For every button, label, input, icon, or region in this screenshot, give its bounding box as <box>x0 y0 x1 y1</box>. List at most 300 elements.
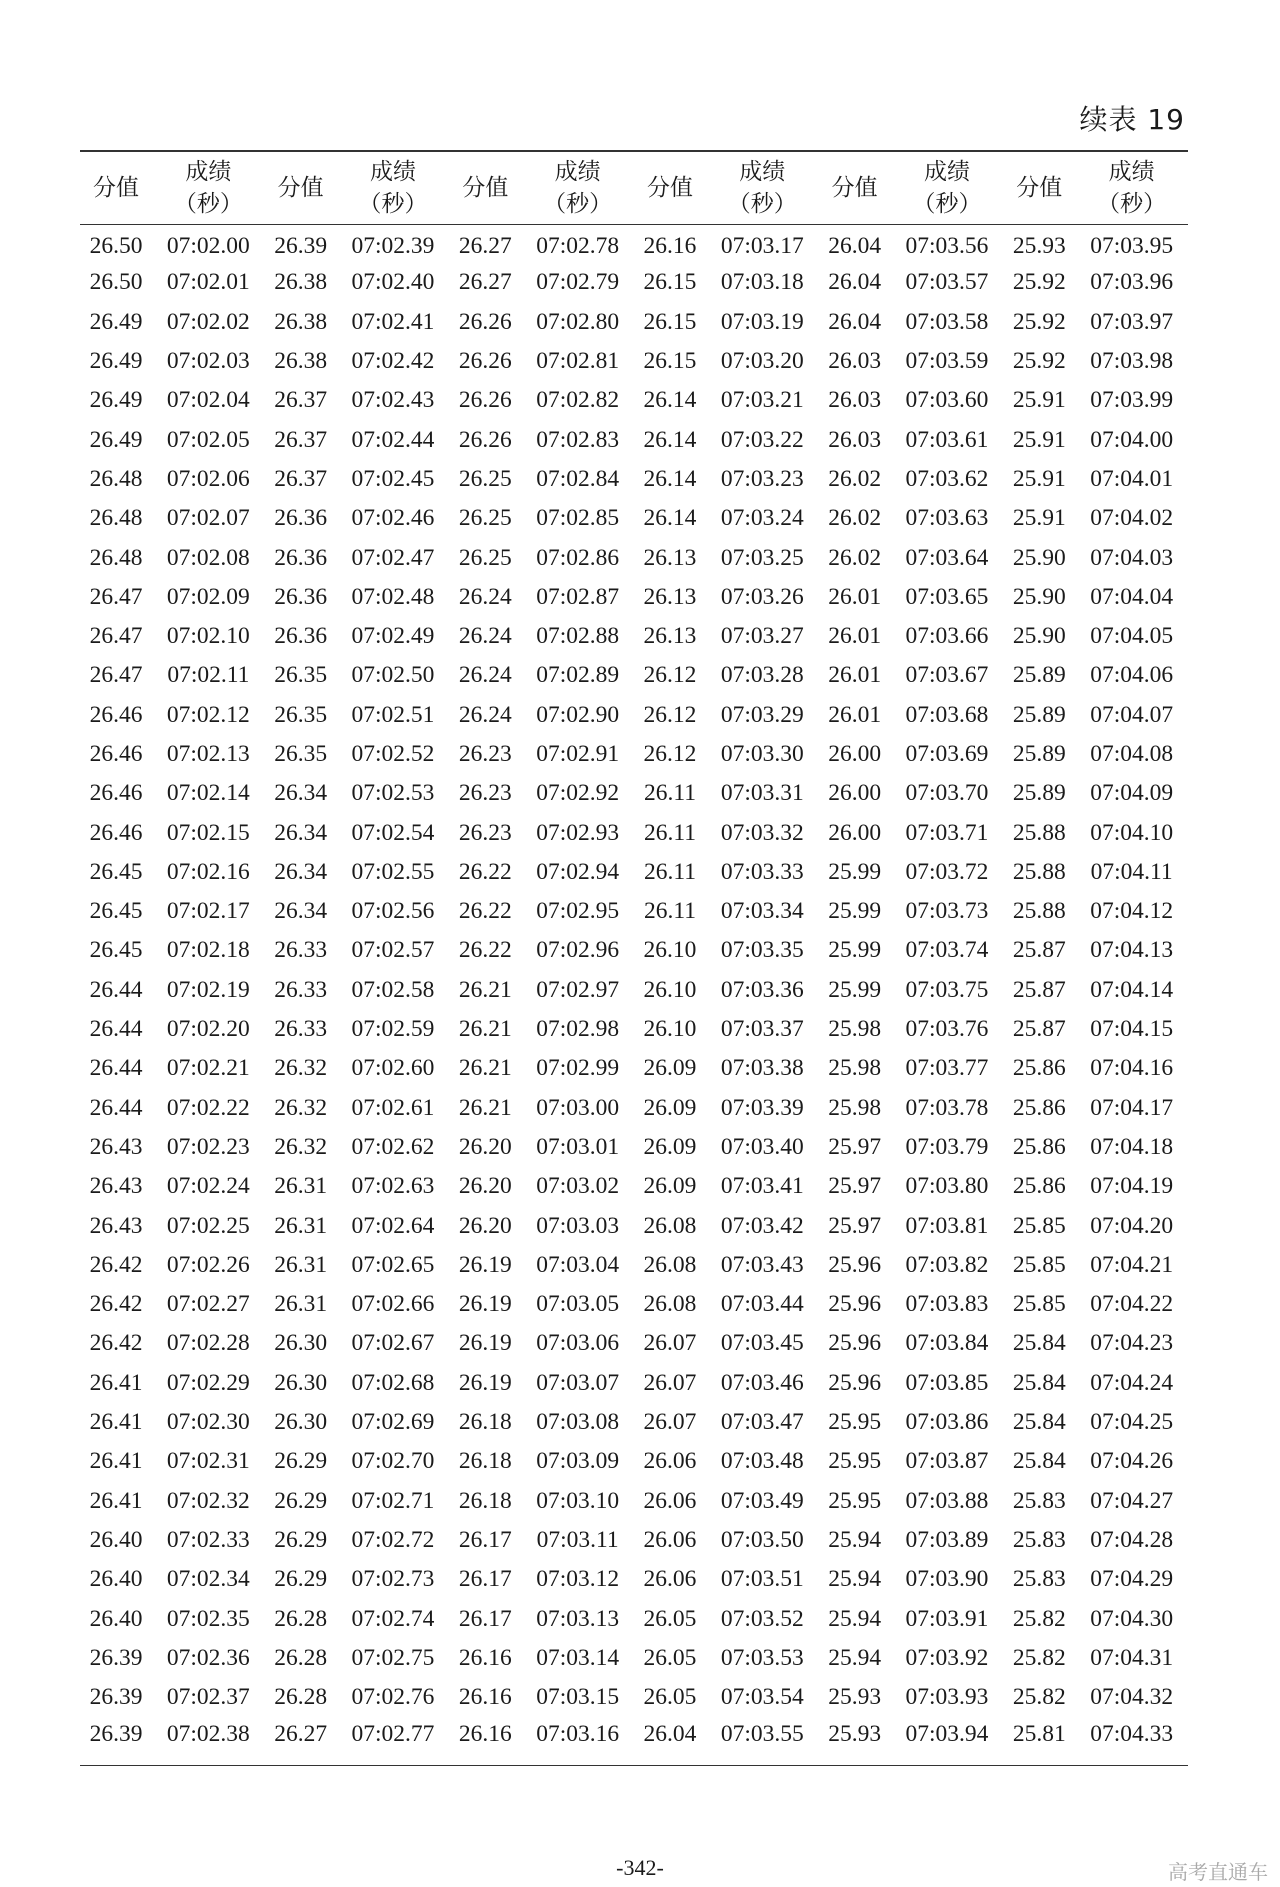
time-cell: 07:04.26 <box>1090 1448 1174 1475</box>
time-cell: 07:03.91 <box>905 1605 989 1632</box>
time-cell: 07:02.84 <box>536 465 620 492</box>
score-cell: 25.93 <box>828 1684 882 1711</box>
time-cell: 07:03.58 <box>905 308 989 335</box>
time-cell: 07:02.22 <box>166 1094 250 1121</box>
score-cell: 26.20 <box>458 1173 512 1200</box>
score-cell: 25.91 <box>1012 426 1066 453</box>
time-cell: 07:02.59 <box>351 1016 435 1043</box>
table-row <box>80 1599 1188 1638</box>
time-cell: 07:03.85 <box>905 1369 989 1396</box>
score-cell: 26.01 <box>828 583 882 610</box>
score-cell: 26.19 <box>458 1251 512 1278</box>
time-cell: 07:04.05 <box>1090 623 1174 650</box>
time-cell: 07:04.03 <box>1090 544 1174 571</box>
score-cell: 26.39 <box>89 1644 143 1671</box>
time-cell: 07:02.51 <box>351 701 435 728</box>
time-cell: 07:02.46 <box>351 505 435 532</box>
time-cell: 07:03.49 <box>720 1487 804 1514</box>
time-cell: 07:02.60 <box>351 1055 435 1082</box>
header-time <box>706 151 819 224</box>
time-cell: 07:02.30 <box>166 1409 250 1436</box>
score-cell: 26.50 <box>89 269 143 296</box>
score-cell: 26.30 <box>274 1369 328 1396</box>
time-cell: 07:03.02 <box>536 1173 620 1200</box>
score-cell: 26.13 <box>643 544 697 571</box>
time-cell: 07:02.28 <box>166 1330 250 1357</box>
time-cell: 07:03.45 <box>720 1330 804 1357</box>
time-cell: 07:02.17 <box>166 898 250 925</box>
time-cell: 07:04.06 <box>1090 662 1174 689</box>
score-cell: 26.49 <box>89 308 143 335</box>
score-cell: 25.98 <box>828 1094 882 1121</box>
time-cell: 07:03.42 <box>720 1212 804 1239</box>
time-cell: 07:03.92 <box>905 1644 989 1671</box>
score-cell: 25.97 <box>828 1173 882 1200</box>
score-table-container <box>80 150 1188 1766</box>
time-cell: 07:02.33 <box>166 1526 250 1553</box>
score-cell: 26.47 <box>89 623 143 650</box>
time-cell: 07:02.53 <box>351 780 435 807</box>
score-cell: 26.35 <box>274 701 328 728</box>
score-cell: 26.17 <box>458 1566 512 1593</box>
score-cell: 26.18 <box>458 1448 512 1475</box>
score-cell: 25.89 <box>1012 701 1066 728</box>
score-cell: 26.39 <box>274 233 328 260</box>
time-cell: 07:02.64 <box>351 1212 435 1239</box>
score-cell: 25.84 <box>1012 1448 1066 1475</box>
time-cell: 07:03.73 <box>905 898 989 925</box>
score-cell: 25.89 <box>1012 741 1066 767</box>
time-cell: 07:03.70 <box>905 780 989 807</box>
time-cell: 07:02.55 <box>351 858 435 885</box>
score-cell: 26.01 <box>828 623 882 650</box>
score-cell: 26.07 <box>643 1330 697 1357</box>
score-cell: 25.81 <box>1012 1721 1066 1748</box>
score-cell: 26.01 <box>828 662 882 689</box>
table-row <box>80 224 1188 263</box>
time-cell: 07:03.22 <box>720 426 804 453</box>
score-cell: 25.86 <box>1012 1094 1066 1121</box>
table-row <box>80 499 1188 538</box>
score-cell: 25.88 <box>1012 898 1066 925</box>
time-cell: 07:03.31 <box>720 780 804 807</box>
score-cell: 26.42 <box>89 1330 143 1357</box>
score-cell: 26.36 <box>274 505 328 532</box>
time-cell: 07:02.48 <box>351 583 435 610</box>
score-cell: 26.29 <box>274 1526 328 1553</box>
time-cell: 07:03.95 <box>1090 233 1174 260</box>
time-cell: 07:02.39 <box>351 233 435 260</box>
score-cell: 26.45 <box>89 858 143 885</box>
score-cell: 26.16 <box>458 1721 512 1748</box>
score-cell: 26.06 <box>643 1566 697 1593</box>
score-cell: 25.91 <box>1012 465 1066 492</box>
score-cell: 26.41 <box>89 1369 143 1396</box>
time-cell: 07:03.78 <box>905 1094 989 1121</box>
score-cell: 26.36 <box>274 583 328 610</box>
time-cell: 07:02.67 <box>351 1330 435 1357</box>
time-cell: 07:03.68 <box>905 701 989 728</box>
time-cell: 07:04.08 <box>1090 741 1174 767</box>
time-cell: 07:03.35 <box>720 937 804 964</box>
score-cell: 26.15 <box>643 269 697 296</box>
score-cell: 26.04 <box>643 1721 697 1748</box>
time-cell: 07:02.04 <box>166 387 250 414</box>
score-cell: 25.90 <box>1012 583 1066 610</box>
time-cell: 07:03.51 <box>720 1566 804 1593</box>
score-cell: 26.41 <box>89 1448 143 1475</box>
score-cell: 25.85 <box>1012 1251 1066 1278</box>
score-cell: 26.49 <box>89 348 143 375</box>
score-cell: 26.00 <box>828 780 882 807</box>
score-cell: 26.35 <box>274 662 328 689</box>
time-cell: 07:03.09 <box>536 1448 620 1475</box>
time-cell: 07:02.77 <box>351 1721 435 1748</box>
score-cell: 26.19 <box>458 1369 512 1396</box>
table-row <box>80 1324 1188 1363</box>
time-cell: 07:03.74 <box>905 937 989 964</box>
time-cell: 07:03.01 <box>536 1133 620 1160</box>
score-cell: 26.37 <box>274 465 328 492</box>
table-row <box>80 1678 1188 1717</box>
score-cell: 26.04 <box>828 233 882 260</box>
time-cell: 07:03.88 <box>905 1487 989 1514</box>
table-row <box>80 1717 1188 1765</box>
score-cell: 26.14 <box>643 505 697 532</box>
time-cell: 07:02.24 <box>166 1173 250 1200</box>
time-cell: 07:02.81 <box>536 348 620 375</box>
time-cell: 07:04.28 <box>1090 1526 1174 1553</box>
time-cell: 07:02.14 <box>166 780 250 807</box>
time-cell: 07:02.41 <box>351 308 435 335</box>
time-cell: 07:03.81 <box>905 1212 989 1239</box>
score-cell: 26.33 <box>274 1016 328 1043</box>
score-cell: 26.31 <box>274 1251 328 1278</box>
time-cell: 07:02.52 <box>351 741 435 767</box>
time-cell: 07:02.98 <box>536 1016 620 1043</box>
score-cell: 25.91 <box>1012 387 1066 414</box>
header-time-line2: （秒） <box>358 190 428 217</box>
score-cell: 26.15 <box>643 348 697 375</box>
score-cell: 26.37 <box>274 426 328 453</box>
score-cell: 26.40 <box>89 1566 143 1593</box>
score-cell: 26.24 <box>458 701 512 728</box>
score-cell: 26.03 <box>828 426 882 453</box>
table-caption: 续表 19 <box>1079 103 1185 136</box>
score-cell: 26.24 <box>458 583 512 610</box>
score-cell: 26.25 <box>458 505 512 532</box>
time-cell: 07:04.19 <box>1090 1173 1174 1200</box>
time-cell: 07:02.06 <box>166 465 250 492</box>
time-cell: 07:03.13 <box>536 1605 620 1632</box>
score-cell: 26.39 <box>89 1721 143 1748</box>
score-cell: 26.21 <box>458 976 512 1003</box>
score-cell: 25.88 <box>1012 858 1066 885</box>
time-cell: 07:03.77 <box>905 1055 989 1082</box>
score-cell: 26.09 <box>643 1055 697 1082</box>
header-score: 分值 <box>1016 174 1063 201</box>
header-time-line1: 成绩 <box>1108 158 1155 185</box>
time-cell: 07:03.93 <box>905 1684 989 1711</box>
table-row <box>80 892 1188 931</box>
time-cell: 07:02.91 <box>536 741 620 767</box>
score-cell: 25.82 <box>1012 1644 1066 1671</box>
table-row <box>80 696 1188 735</box>
score-cell: 26.29 <box>274 1487 328 1514</box>
score-cell: 26.25 <box>458 465 512 492</box>
time-cell: 07:03.43 <box>720 1251 804 1278</box>
score-cell: 26.18 <box>458 1487 512 1514</box>
time-cell: 07:02.32 <box>166 1487 250 1514</box>
score-cell: 26.44 <box>89 976 143 1003</box>
score-cell: 26.36 <box>274 544 328 571</box>
score-cell: 26.14 <box>643 465 697 492</box>
score-cell: 26.34 <box>274 819 328 846</box>
score-cell: 26.29 <box>274 1566 328 1593</box>
time-cell: 07:02.05 <box>166 426 250 453</box>
score-cell: 26.01 <box>828 701 882 728</box>
time-cell: 07:04.12 <box>1090 898 1174 925</box>
time-cell: 07:03.98 <box>1090 348 1174 375</box>
time-cell: 07:04.16 <box>1090 1055 1174 1082</box>
score-cell: 26.06 <box>643 1526 697 1553</box>
score-cell: 26.04 <box>828 308 882 335</box>
time-cell: 07:02.70 <box>351 1448 435 1475</box>
time-cell: 07:03.15 <box>536 1684 620 1711</box>
table-row <box>80 617 1188 656</box>
time-cell: 07:03.40 <box>720 1133 804 1160</box>
time-cell: 07:03.66 <box>905 623 989 650</box>
score-cell: 26.28 <box>274 1684 328 1711</box>
table-row <box>80 1639 1188 1678</box>
score-cell: 25.89 <box>1012 780 1066 807</box>
score-cell: 25.94 <box>828 1644 882 1671</box>
time-cell: 07:02.31 <box>166 1448 250 1475</box>
score-cell: 26.08 <box>643 1212 697 1239</box>
header-time <box>1075 151 1188 224</box>
score-cell: 26.20 <box>458 1133 512 1160</box>
time-cell: 07:04.27 <box>1090 1487 1174 1514</box>
table-row <box>80 263 1188 302</box>
time-cell: 07:02.61 <box>351 1094 435 1121</box>
time-cell: 07:02.88 <box>536 623 620 650</box>
time-cell: 07:02.94 <box>536 858 620 885</box>
time-cell: 07:04.25 <box>1090 1409 1174 1436</box>
time-cell: 07:03.03 <box>536 1212 620 1239</box>
score-cell: 26.22 <box>458 858 512 885</box>
score-cell: 26.45 <box>89 898 143 925</box>
score-cell: 26.23 <box>458 741 512 767</box>
score-cell: 25.91 <box>1012 505 1066 532</box>
time-cell: 07:04.31 <box>1090 1644 1174 1671</box>
header-time-line2: （秒） <box>912 190 982 217</box>
score-cell: 26.06 <box>643 1448 697 1475</box>
time-cell: 07:04.18 <box>1090 1133 1174 1160</box>
score-cell: 26.02 <box>828 505 882 532</box>
table-header <box>80 151 1188 224</box>
score-cell: 25.82 <box>1012 1605 1066 1632</box>
time-cell: 07:02.01 <box>166 269 250 296</box>
score-cell: 25.99 <box>828 898 882 925</box>
score-cell: 26.44 <box>89 1094 143 1121</box>
time-cell: 07:03.16 <box>536 1721 620 1748</box>
time-cell: 07:04.33 <box>1090 1721 1174 1748</box>
score-cell: 25.87 <box>1012 976 1066 1003</box>
score-cell: 26.08 <box>643 1251 697 1278</box>
time-cell: 07:04.17 <box>1090 1094 1174 1121</box>
table-row <box>80 774 1188 813</box>
table-row <box>80 853 1188 892</box>
time-cell: 07:02.93 <box>536 819 620 846</box>
time-cell: 07:02.35 <box>166 1605 250 1632</box>
time-cell: 07:03.07 <box>536 1369 620 1396</box>
score-cell: 25.97 <box>828 1212 882 1239</box>
score-cell: 26.19 <box>458 1291 512 1318</box>
score-cell: 26.28 <box>274 1644 328 1671</box>
score-cell: 25.96 <box>828 1330 882 1357</box>
table-row <box>80 1521 1188 1560</box>
time-cell: 07:03.52 <box>720 1605 804 1632</box>
score-cell: 25.94 <box>828 1566 882 1593</box>
time-cell: 07:03.87 <box>905 1448 989 1475</box>
time-cell: 07:02.65 <box>351 1251 435 1278</box>
time-cell: 07:02.42 <box>351 348 435 375</box>
score-cell: 25.94 <box>828 1605 882 1632</box>
time-cell: 07:02.95 <box>536 898 620 925</box>
time-cell: 07:03.57 <box>905 269 989 296</box>
time-cell: 07:03.37 <box>720 1016 804 1043</box>
header-score: 分值 <box>277 174 324 201</box>
time-cell: 07:03.94 <box>905 1721 989 1748</box>
page-number: -342- <box>616 1855 664 1880</box>
score-cell: 26.45 <box>89 937 143 964</box>
score-cell: 25.82 <box>1012 1684 1066 1711</box>
score-cell: 26.38 <box>274 308 328 335</box>
score-cell: 25.85 <box>1012 1291 1066 1318</box>
time-cell: 07:04.23 <box>1090 1330 1174 1357</box>
header-time-line2: （秒） <box>727 190 797 217</box>
time-cell: 07:02.40 <box>351 269 435 296</box>
time-cell: 07:02.79 <box>536 269 620 296</box>
score-cell: 26.12 <box>643 741 697 767</box>
score-cell: 25.96 <box>828 1251 882 1278</box>
time-cell: 07:02.69 <box>351 1409 435 1436</box>
score-cell: 26.18 <box>458 1409 512 1436</box>
time-cell: 07:03.27 <box>720 623 804 650</box>
time-cell: 07:02.86 <box>536 544 620 571</box>
time-cell: 07:02.78 <box>536 233 620 260</box>
score-cell: 26.15 <box>643 308 697 335</box>
time-cell: 07:04.01 <box>1090 465 1174 492</box>
score-cell: 26.17 <box>458 1605 512 1632</box>
time-cell: 07:03.36 <box>720 976 804 1003</box>
table-row <box>80 420 1188 459</box>
time-cell: 07:02.85 <box>536 505 620 532</box>
time-cell: 07:03.14 <box>536 1644 620 1671</box>
header-time <box>521 151 634 224</box>
score-cell: 26.21 <box>458 1055 512 1082</box>
time-cell: 07:03.82 <box>905 1251 989 1278</box>
score-cell: 26.25 <box>458 544 512 571</box>
time-cell: 07:02.63 <box>351 1173 435 1200</box>
score-cell: 25.83 <box>1012 1526 1066 1553</box>
score-cell: 26.02 <box>828 465 882 492</box>
score-cell: 26.07 <box>643 1409 697 1436</box>
score-cell: 26.05 <box>643 1684 697 1711</box>
score-cell: 26.46 <box>89 741 143 767</box>
time-cell: 07:02.27 <box>166 1291 250 1318</box>
time-cell: 07:03.25 <box>720 544 804 571</box>
header-score: 分值 <box>93 174 139 201</box>
score-cell: 25.93 <box>828 1721 882 1748</box>
score-cell: 26.10 <box>643 937 697 964</box>
time-cell: 07:04.00 <box>1090 426 1174 453</box>
time-cell: 07:02.74 <box>351 1605 435 1632</box>
score-cell: 26.12 <box>643 701 697 728</box>
score-cell: 26.32 <box>274 1055 328 1082</box>
time-cell: 07:03.84 <box>905 1330 989 1357</box>
score-cell: 26.16 <box>643 233 697 260</box>
table-row <box>80 735 1188 774</box>
score-cell: 25.85 <box>1012 1212 1066 1239</box>
time-cell: 07:03.21 <box>720 387 804 414</box>
time-cell: 07:03.96 <box>1090 269 1174 296</box>
time-cell: 07:02.57 <box>351 937 435 964</box>
score-cell: 25.92 <box>1012 348 1066 375</box>
time-cell: 07:03.33 <box>720 858 804 885</box>
score-cell: 25.86 <box>1012 1055 1066 1082</box>
time-cell: 07:03.55 <box>720 1721 804 1748</box>
time-cell: 07:03.11 <box>536 1526 619 1553</box>
score-cell: 26.10 <box>643 976 697 1003</box>
table-row <box>80 1128 1188 1167</box>
header-time <box>891 151 1004 224</box>
time-cell: 07:02.26 <box>166 1251 250 1278</box>
table-row <box>80 813 1188 852</box>
time-cell: 07:03.17 <box>720 233 804 260</box>
table-row <box>80 1049 1188 1088</box>
time-cell: 07:02.56 <box>351 898 435 925</box>
score-cell: 26.49 <box>89 426 143 453</box>
score-cell: 26.29 <box>274 1448 328 1475</box>
score-cell: 26.13 <box>643 583 697 610</box>
time-cell: 07:02.38 <box>166 1721 250 1748</box>
table-row <box>80 342 1188 381</box>
time-cell: 07:02.97 <box>536 976 620 1003</box>
table-row <box>80 578 1188 617</box>
time-cell: 07:02.03 <box>166 348 250 375</box>
score-cell: 26.05 <box>643 1644 697 1671</box>
time-cell: 07:03.28 <box>720 662 804 689</box>
score-cell: 26.06 <box>643 1487 697 1514</box>
time-cell: 07:04.09 <box>1090 780 1174 807</box>
time-cell: 07:04.29 <box>1090 1566 1174 1593</box>
table-row <box>80 1403 1188 1442</box>
score-cell: 25.95 <box>828 1448 882 1475</box>
score-cell: 26.22 <box>458 898 512 925</box>
score-cell: 26.43 <box>89 1133 143 1160</box>
time-cell: 07:02.62 <box>351 1133 435 1160</box>
score-cell: 25.90 <box>1012 623 1066 650</box>
score-cell: 26.03 <box>828 348 882 375</box>
time-cell: 07:04.13 <box>1090 937 1174 964</box>
score-cell: 25.95 <box>828 1487 882 1514</box>
score-cell: 25.84 <box>1012 1369 1066 1396</box>
time-cell: 07:02.50 <box>351 662 435 689</box>
score-cell: 26.11 <box>643 858 696 885</box>
score-cell: 26.46 <box>89 819 143 846</box>
score-cell: 26.14 <box>643 426 697 453</box>
